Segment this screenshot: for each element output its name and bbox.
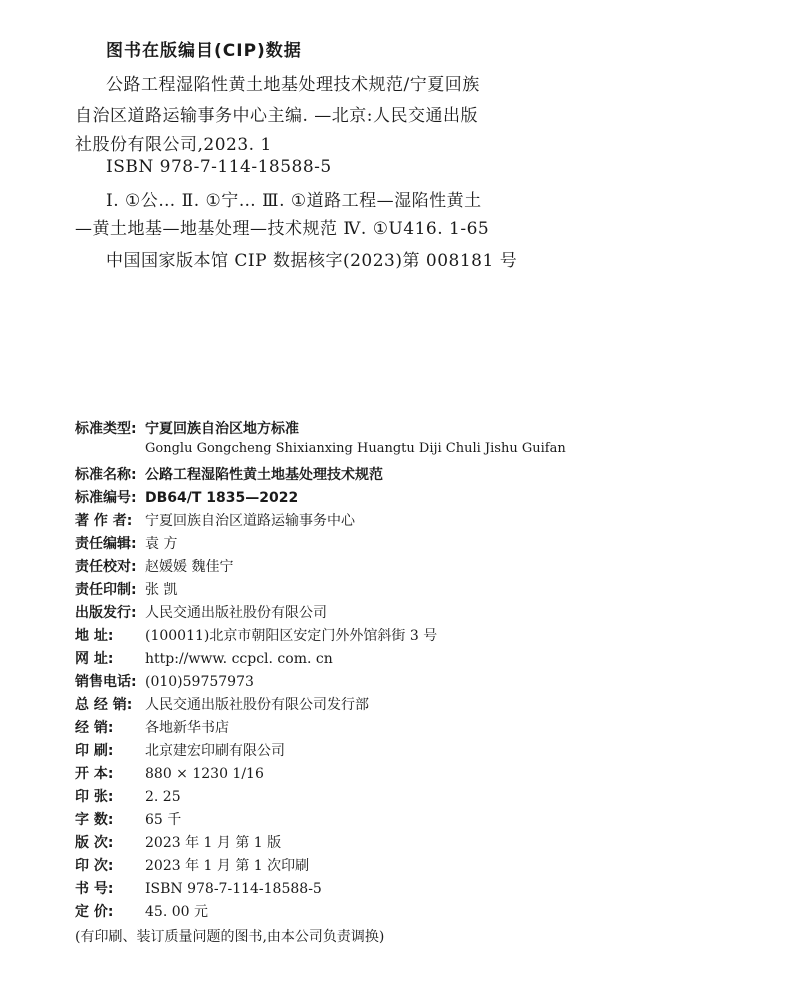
label-printer: 印 刷: xyxy=(75,743,114,759)
row-phone xyxy=(75,671,765,694)
value-isbn: ISBN 978-7-114-18588-5 xyxy=(145,881,322,897)
cip-line-record-number: 中国国家版本馆 CIP 数据核字(2023)第 008181 号 xyxy=(106,251,518,271)
quality-note: (有印刷、装订质量问题的图书,由本公司负责调换) xyxy=(75,929,385,945)
row-words xyxy=(75,809,765,832)
label-words: 字 数: xyxy=(75,812,114,828)
row-standard-name xyxy=(75,464,765,487)
value-printing-resp: 张 凯 xyxy=(145,582,178,598)
row-seller xyxy=(75,717,765,740)
label-sheets: 印 张: xyxy=(75,789,114,805)
label-address: 地 址: xyxy=(75,628,114,644)
row-sheets xyxy=(75,786,765,809)
row-author xyxy=(75,510,765,533)
cip-line-title-1: 公路工程湿陷性黄土地基处理技术规范/宁夏回族 xyxy=(106,75,480,95)
row-isbn xyxy=(75,878,765,901)
value-standard-name: 公路工程湿陷性黄土地基处理技术规范 xyxy=(145,467,383,483)
value-distributor: 人民交通出版社股份有限公司发行部 xyxy=(145,697,369,713)
cip-line-isbn: ISBN 978-7-114-18588-5 xyxy=(106,157,332,177)
label-edition: 版 次: xyxy=(75,835,114,851)
value-editor: 袁 方 xyxy=(145,536,178,552)
row-printing-resp xyxy=(75,579,765,602)
value-address: (100011)北京市朝阳区安定门外外馆斜街 3 号 xyxy=(145,628,438,644)
row-proofreader xyxy=(75,556,765,579)
cip-line-classification-1: Ⅰ. ①公… Ⅱ. ①宁… Ⅲ. ①道路工程—湿陷性黄土 xyxy=(106,191,482,211)
label-printing-resp: 责任印制: xyxy=(75,582,137,598)
value-impression: 2023 年 1 月 第 1 次印刷 xyxy=(145,858,310,874)
row-edition xyxy=(75,832,765,855)
cip-line-title-3: 社股份有限公司,2023. 1 xyxy=(75,135,272,155)
label-publisher: 出版发行: xyxy=(75,605,137,621)
label-standard-number: 标准编号: xyxy=(75,490,137,506)
value-edition: 2023 年 1 月 第 1 版 xyxy=(145,835,282,851)
value-website: http://www. ccpcl. com. cn xyxy=(145,651,333,667)
value-standard-type: 宁夏回族自治区地方标准 xyxy=(145,421,299,437)
label-isbn: 书 号: xyxy=(75,881,114,897)
row-publisher xyxy=(75,602,765,625)
cip-title: 图书在版编目(CIP)数据 xyxy=(106,41,302,61)
value-standard-number: DB64/T 1835—2022 xyxy=(145,490,299,506)
row-standard-type xyxy=(75,418,765,441)
cip-line-title-2: 自治区道路运输事务中心主编. —北京:人民交通出版 xyxy=(75,106,479,126)
label-website: 网 址: xyxy=(75,651,114,667)
label-author: 著 作 者: xyxy=(75,513,133,529)
value-phone: (010)59757973 xyxy=(145,674,254,690)
label-editor: 责任编辑: xyxy=(75,536,137,552)
value-publisher: 人民交通出版社股份有限公司 xyxy=(145,605,327,621)
value-price: 45. 00 元 xyxy=(145,904,208,920)
row-impression xyxy=(75,855,765,878)
row-printer xyxy=(75,740,765,763)
row-editor xyxy=(75,533,765,556)
label-price: 定 价: xyxy=(75,904,114,920)
value-words: 65 千 xyxy=(145,812,182,828)
label-seller: 经 销: xyxy=(75,720,114,736)
row-distributor xyxy=(75,694,765,717)
value-sheets: 2. 25 xyxy=(145,789,181,805)
label-standard-type: 标准类型: xyxy=(75,421,137,437)
row-website xyxy=(75,648,765,671)
publication-details xyxy=(75,418,765,946)
label-format: 开 本: xyxy=(75,766,114,782)
label-phone: 销售电话: xyxy=(75,674,137,690)
value-format: 880 × 1230 1/16 xyxy=(145,766,264,782)
label-impression: 印 次: xyxy=(75,858,114,874)
label-standard-name: 标准名称: xyxy=(75,467,137,483)
row-format xyxy=(75,763,765,786)
cip-line-classification-2: —黄土地基—地基处理—技术规范 Ⅳ. ①U416. 1-65 xyxy=(75,219,490,239)
row-price xyxy=(75,901,765,924)
label-distributor: 总 经 销: xyxy=(75,697,133,713)
row-standard-number xyxy=(75,487,765,510)
value-proofreader: 赵媛媛 魏佳宁 xyxy=(145,559,234,575)
label-proofreader: 责任校对: xyxy=(75,559,137,575)
pinyin-title: Gonglu Gongcheng Shixianxing Huangtu Diji Chuli Jishu Guifan xyxy=(145,441,566,456)
value-author: 宁夏回族自治区道路运输事务中心 xyxy=(145,513,355,529)
value-printer: 北京建宏印刷有限公司 xyxy=(145,743,285,759)
row-address xyxy=(75,625,765,648)
value-seller: 各地新华书店 xyxy=(145,720,229,736)
